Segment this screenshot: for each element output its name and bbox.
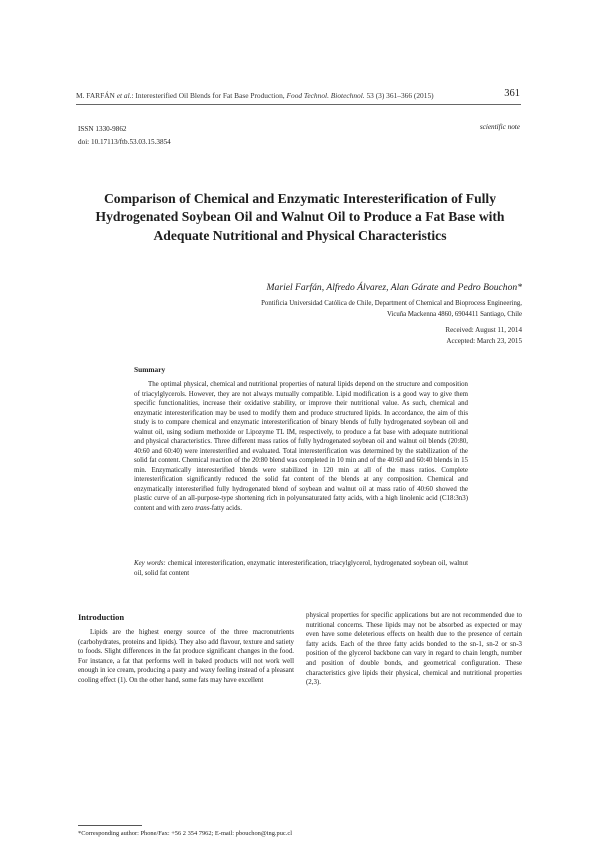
- running-head-author: M. FARFÁN: [76, 91, 117, 100]
- summary-italic-word: trans: [195, 504, 210, 512]
- author-list: Mariel Farfán, Alfredo Álvarez, Alan Gárate and Pedro Bouchon*: [266, 282, 522, 293]
- running-head-etal: et al.: [116, 91, 132, 100]
- summary-text-end: -fatty acids.: [209, 504, 242, 512]
- running-head-journal: Food Technol. Biotechnol.: [286, 91, 365, 100]
- introduction-heading: Introduction: [78, 612, 125, 622]
- article-title: Comparison of Chemical and Enzymatic Interesterification of Fully Hydrogenated Soybean Oil and Walnut Oil to Produce a Fat Base with Adequate Nutritional and Physical Characteristics: [95, 191, 505, 243]
- received-date: Received: August 11, 2014: [445, 326, 522, 334]
- article-identifiers: [78, 123, 171, 149]
- article-dates: [380, 325, 522, 348]
- running-head-citation: 53 (3) 361–366 (2015): [364, 91, 434, 100]
- affiliation-line-1: Pontificia Universidad Católica de Chile, Department of Chemical and Bioprocess Engineering,: [261, 300, 522, 307]
- issn: ISSN 1330-9862: [78, 125, 127, 133]
- running-head: [76, 91, 516, 100]
- introduction-right-column: [306, 611, 522, 688]
- footnote-rule: [78, 825, 142, 826]
- header-rule: [76, 104, 521, 105]
- summary-heading: Summary: [134, 365, 166, 374]
- introduction-left-column: [78, 628, 294, 686]
- corresponding-author-footnote: *Corresponding author: Phone/Fax: +56 2 354 7962; E-mail: pbouchon@ing.puc.cl: [78, 830, 292, 837]
- page-number: 361: [504, 88, 520, 99]
- running-head-title: : Interesterified Oil Blends for Fat Base Production,: [131, 91, 287, 100]
- keywords-text: chemical interesterification, enzymatic interesterification, triacylglycerol, hydrogenated soybean oil, walnut oil, solid fat content: [134, 560, 468, 577]
- affiliation: [250, 298, 522, 320]
- summary-text-main: The optimal physical, chemical and nutritional properties of natural lipids depend on the structure and composition of triacylglycerols. However, they are not always mutually compatible. Lipid modification is a good way to give them specific functionalities, increase their oxidative stability, or improve their nutritional value. As such, chemical and enzymatic interesterification may be used to modify them and produce structured lipids. In accordance, the aim of this study is to compare chemical and enzymatic interesterification of binary blends of fully hydrogenated soybean oil and walnut oil, using sodium methoxide or Lipozyme TL IM, respectively, to produce a fat base with adequate nutritional and physical characteristics. Three different mass ratios of fully hydrogenated soybean oil and walnut oil blends (20:80, 40:60 and 60:40) were interesterified and evaluated. Total interesterification was determined by the stabilization of the solid fat content. Chemical reaction of the 20:80 blend was completed in 10 min and of the 40:60 and 60:40 blends in 15 min. Enzymatically interesterified blends were stabilized in 120 min at all of the mass ratios. Complete interesterification significantly reduced the solid fat content of the blends at any composition. Chemical and enzymatically interesterified fully hydrogenated blend of soybean and walnut oil at mass ratio of 40:60 showed the plastic curve of an all-purpose-type shortening rich in polyunsaturated fatty acids, with a high linolenic acid (C18:3n3) content and with zero: [134, 381, 468, 512]
- keywords: [134, 559, 468, 578]
- affiliation-line-2: Vicuña Mackenna 4860, 6904411 Santiago, Chile: [386, 311, 522, 319]
- introduction-paragraph-left: Lipids are the highest energy source of the three macronutrients (carbohydrates, proteins and lipids). They also add flavour, texture and satiety to foods. Slight differences in the fat produce significant changes in the food. For instance, a fat that performs well in baked products will not work well enough in ice cream, producing a pasty and waxy feeling instead of a pleasant cooling effect (1). On the other hand, some fats may have excellent: [78, 629, 294, 684]
- keywords-label: Key words:: [134, 560, 166, 567]
- accepted-date: Accepted: March 23, 2015: [446, 337, 522, 346]
- summary-text: [134, 380, 468, 513]
- article-type: scientific note: [479, 123, 520, 131]
- doi: doi: 10.17113/ftb.53.03.15.3854: [78, 138, 171, 146]
- introduction-paragraph-right: physical properties for specific applications but are not recommended due to nutritional concerns. These lipids may not be absorbed as expected or may even have some deleterious effects on health due to the presence of certain fatty acids. Each of the three fatty acids bonded to the sn-1, sn-2 or sn-3 position of the glycerol backbone can vary in regard to chain length, number and position of double bonds, and geometrical configuration. These characteristics give lipids their physical, chemical and nutritional properties (2,3).: [306, 612, 522, 687]
